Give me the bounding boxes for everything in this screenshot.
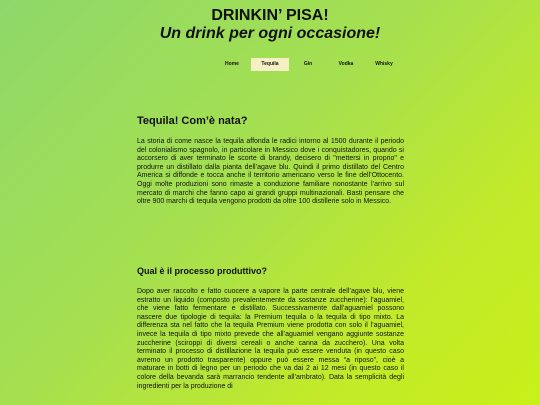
- section-text-origin: La storia di come nasce la tequila affonda le radici intorno al 1500 durante il periodo del colonialismo spagnolo, in particolare in Messico dove i conquistadores, quando si accorsero di aver terminato le scorte di brandy, decisero di "mettersi in proprio" e produrre un distillato dalla pianta dell’agave blu. Quindi il primo distillato del Centro America si diffonde e tocca anche il territorio americano verso le fine dell’Ottocento. Oggi molte produzioni sono rimaste a conduzione familiare nonostante l’arrivo sul mercato di marchi che fanno capo ai grandi gruppi multinazionali. Basti pensare che oltre 900 marchi di tequila vengono prodotti da oltre 100 distillerie solo in Messico.: [137, 138, 404, 206]
- nav-item-whisky[interactable]: Whisky: [375, 61, 393, 67]
- site-title: DRINKIN’ PISA!: [211, 7, 329, 24]
- main-nav: [213, 58, 403, 71]
- section-heading-origin: Tequila! Com’è nata?: [137, 115, 248, 127]
- site-subtitle: Un drink per ogni occasione!: [159, 25, 381, 42]
- nav-item-home[interactable]: Home: [225, 61, 239, 67]
- section-text-process: Dopo aver raccolto e fatto cuocere a vapore la parte centrale dell’agave blu, viene estratto un liquido (composto prevalentemente da sostanze zuccherine): l’aguamiel, che viene fatto fermentare e distillato. Successivamente dall’aguamiel possono nascere due tipologie di tequila: la Premium tequila o la tequila di tipo mixto. La differenza sta nel fatto che la tequila Premium viene prodotta con solo il l’aguamiel, invece la tequila di tipo mixto prevede che all’aguamiel vengano aggiunte sostanze zuccherine (sciroppi di diversi cereali o anche canna da zucchero). Una volta terminato il processo di distillazione la tequila può essere venduta (in questo caso avremo un prodotto trasparente) oppure può essere messa “a riposo”, cioè a maturare in botti di legno per un periodo che va dai 2 ai 12 mesi (in questo caso il colore della bevanda sarà marrancio tendente all’ambrato). Data la semplicità degli ingredienti per la produzione di: [137, 288, 404, 390]
- nav-item-tequila[interactable]: Tequila: [251, 58, 289, 71]
- section-heading-process: Qual è il processo produttivo?: [137, 266, 268, 276]
- nav-item-vodka[interactable]: Vodka: [338, 61, 354, 67]
- nav-item-gin[interactable]: Gin: [303, 61, 313, 67]
